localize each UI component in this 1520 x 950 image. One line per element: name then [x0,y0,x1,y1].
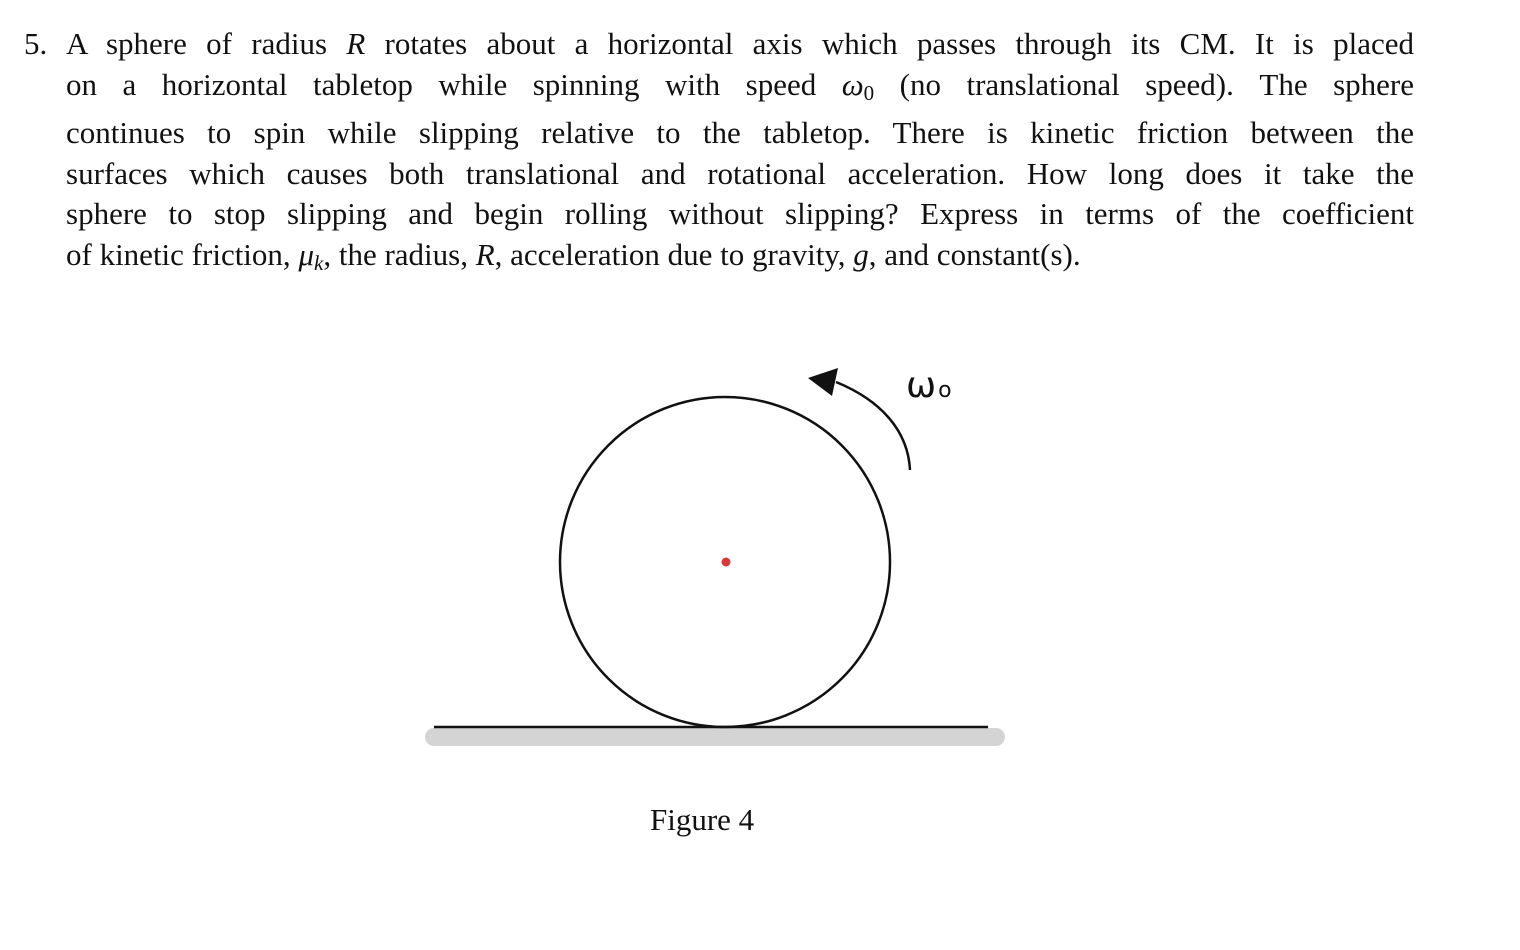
rotation-arrow-arc [836,382,910,470]
omega-subscript: o [938,378,952,403]
problem-line-1: A sphere of radius R rotates about a horizontal axis which passes through its CM. It is placed [66,26,1414,61]
problem-line-5: sphere to stop slipping and begin rolling without slipping? Express in terms of the coefficient [66,196,1414,232]
rotation-arrowhead [808,368,838,396]
problem-line-4: surfaces which causes both translational and rotational acceleration. How long does it take the [66,155,1414,191]
omega-label: ωo [906,365,952,406]
center-of-mass-dot [722,558,731,567]
problem-line-6: of kinetic friction, $\mu_k$, the radius, R, acceleration due to gravity, g, and constant(s). [66,236,1081,275]
problem-number: 5. [24,26,48,61]
problem-line-2: on a horizontal tabletop while spinning with speed ω0 (no translational speed). The sphere [66,66,1415,105]
figure-caption: Figure 4 [650,802,755,837]
problem-line-3: continues to spin while slipping relative to the tabletop. There is kinetic friction between the [66,115,1414,151]
